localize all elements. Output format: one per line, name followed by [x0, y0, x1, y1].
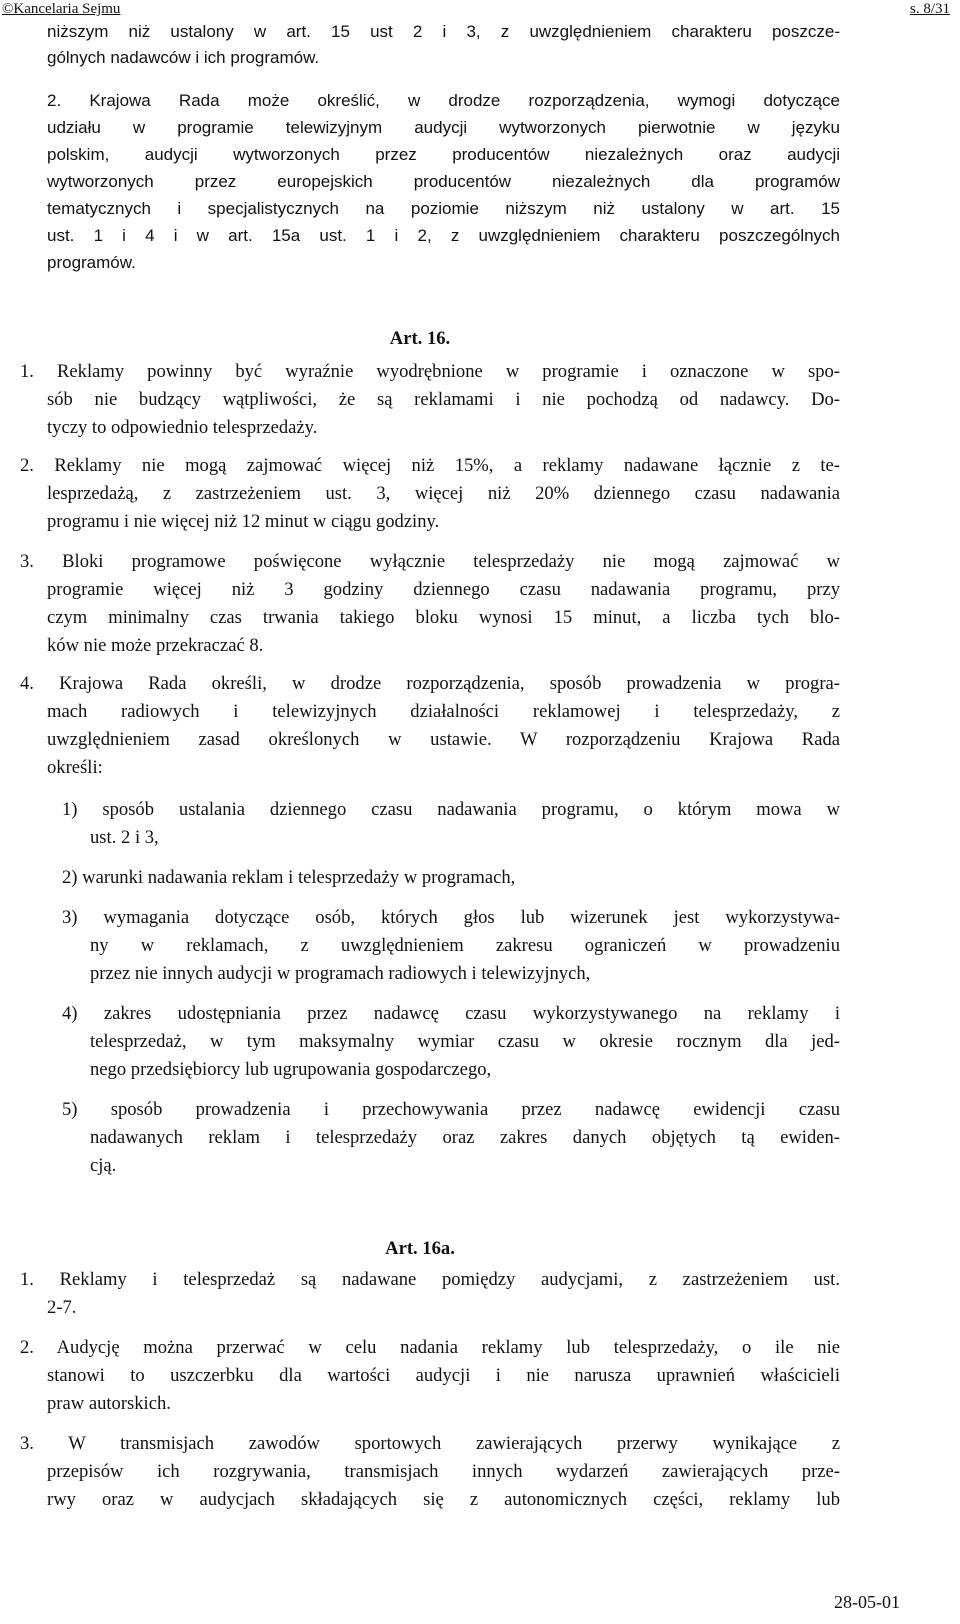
- text-line: 2. Reklamy nie mogą zajmować więcej niż 15%, a reklamy nadawane łącznie z te-: [20, 455, 840, 476]
- text-line: 1. Reklamy i telesprzedaż są nadawane pomiędzy audycjami, z zastrzeżeniem ust.: [20, 1269, 840, 1290]
- text-line: sób nie budzący wątpliwości, że są reklamami i nie pochodzą od nadawcy. Do-: [47, 389, 840, 410]
- text-line: uwzględnieniem zasad określonych w ustawie. W rozporządzeniu Krajowa Rada: [47, 729, 840, 750]
- list-item: 2) warunki nadawania reklam i telesprzedaży w programach,: [62, 867, 516, 888]
- header-page-number: s. 8/31: [909, 1, 950, 17]
- text-line: programie więcej niż 3 godziny dziennego czasu nadawania programu, przy: [47, 579, 840, 600]
- list-item: cją.: [90, 1155, 117, 1176]
- text-line: programów.: [47, 253, 136, 272]
- list-item: ust. 2 i 3,: [90, 827, 159, 848]
- article-title: Art. 16.: [389, 328, 451, 349]
- page-footer-date: 28-05-01: [834, 1592, 900, 1612]
- list-item: przez nie innych audycji w programach radiowych i telewizyjnych,: [90, 963, 591, 984]
- list-item: 4) zakres udostępniania przez nadawcę czasu wykorzystywanego na reklamy i: [62, 1003, 840, 1024]
- list-item: 3) wymagania dotyczące osób, których głos lub wizerunek jest wykorzystywa-: [62, 907, 840, 928]
- text-line: polskim, audycji wytworzonych przez producentów niezależnych oraz audycji: [47, 145, 840, 164]
- text-line: 2-7.: [47, 1297, 77, 1318]
- page-header: [0, 0, 960, 20]
- text-line: programu i nie więcej niż 12 minut w ciągu godziny.: [47, 511, 440, 532]
- text-line: czym minimalny czas trwania takiego bloku wynosi 15 minut, a liczba tych blo-: [47, 607, 840, 628]
- text-line: ków nie może przekraczać 8.: [47, 635, 264, 656]
- header-publisher: ©Kancelaria Sejmu: [2, 1, 121, 17]
- list-item: nadawanych reklam i telesprzedaży oraz zakres danych objętych tą ewiden-: [90, 1127, 840, 1148]
- text-line: 4. Krajowa Rada określi, w drodze rozporządzenia, sposób prowadzenia w progra-: [20, 673, 840, 694]
- text-line: 2. Audycję można przerwać w celu nadania reklamy lub telesprzedaży, o ile nie: [20, 1337, 840, 1358]
- text-line: wytworzonych przez europejskich producentów niezależnych dla programów: [47, 172, 840, 191]
- text-line: ust. 1 i 4 i w art. 15a ust. 1 i 2, z uwzględnieniem charakteru poszczególnych: [47, 226, 840, 245]
- text-line: rwy oraz w audycjach składających się z autonomicznych części, reklamy lub: [47, 1489, 840, 1510]
- text-line: 1. Reklamy powinny być wyraźnie wyodrębnione w programie i oznaczone w spo-: [20, 361, 840, 382]
- text-line: 3. W transmisjach zawodów sportowych zawierających przerwy wynikające z: [20, 1433, 840, 1454]
- text-line: mach radiowych i telewizyjnych działalności reklamowej i telesprzedaży, z: [47, 701, 840, 722]
- list-item: 1) sposób ustalania dziennego czasu nadawania programu, o którym mowa w: [62, 799, 840, 820]
- list-item: 5) sposób prowadzenia i przechowywania przez nadawcę ewidencji czasu: [62, 1099, 840, 1120]
- text-line: udziału w programie telewizyjnym audycji wytworzonych pierwotnie w języku: [47, 118, 840, 137]
- text-line: praw autorskich.: [47, 1393, 171, 1414]
- list-item: ny w reklamach, z uwzględnieniem zakresu ograniczeń w prowadzeniu: [90, 935, 840, 956]
- text-line: przepisów ich rozgrywania, transmisjach innych wydarzeń zawierających prze-: [47, 1461, 840, 1482]
- text-line: lesprzedażą, z zastrzeżeniem ust. 3, więcej niż 20% dziennego czasu nadawania: [47, 483, 840, 504]
- list-item: nego przedsiębiorcy lub ugrupowania gospodarczego,: [90, 1059, 492, 1080]
- article-title: Art. 16a.: [385, 1238, 455, 1259]
- text-line: stanowi to uszczerbku dla wartości audycji i nie narusza uprawnień właścicieli: [47, 1365, 840, 1386]
- text-line: niższym niż ustalony w art. 15 ust 2 i 3, z uwzględnieniem charakteru poszcze-: [47, 22, 840, 41]
- text-line: określi:: [47, 757, 103, 778]
- text-line: 3. Bloki programowe poświęcone wyłącznie telesprzedaży nie mogą zajmować w: [20, 551, 840, 572]
- text-line: gólnych nadawców i ich programów.: [47, 48, 320, 67]
- text-line: 2. Krajowa Rada może określić, w drodze rozporządzenia, wymogi dotyczące: [47, 91, 840, 110]
- text-line: tematycznych i specjalistycznych na poziomie niższym niż ustalony w art. 15: [47, 199, 840, 218]
- text-line: tyczy to odpowiednio telesprzedaży.: [47, 417, 318, 438]
- list-item: telesprzedaż, w tym maksymalny wymiar czasu w okresie rocznym dla jed-: [90, 1031, 840, 1052]
